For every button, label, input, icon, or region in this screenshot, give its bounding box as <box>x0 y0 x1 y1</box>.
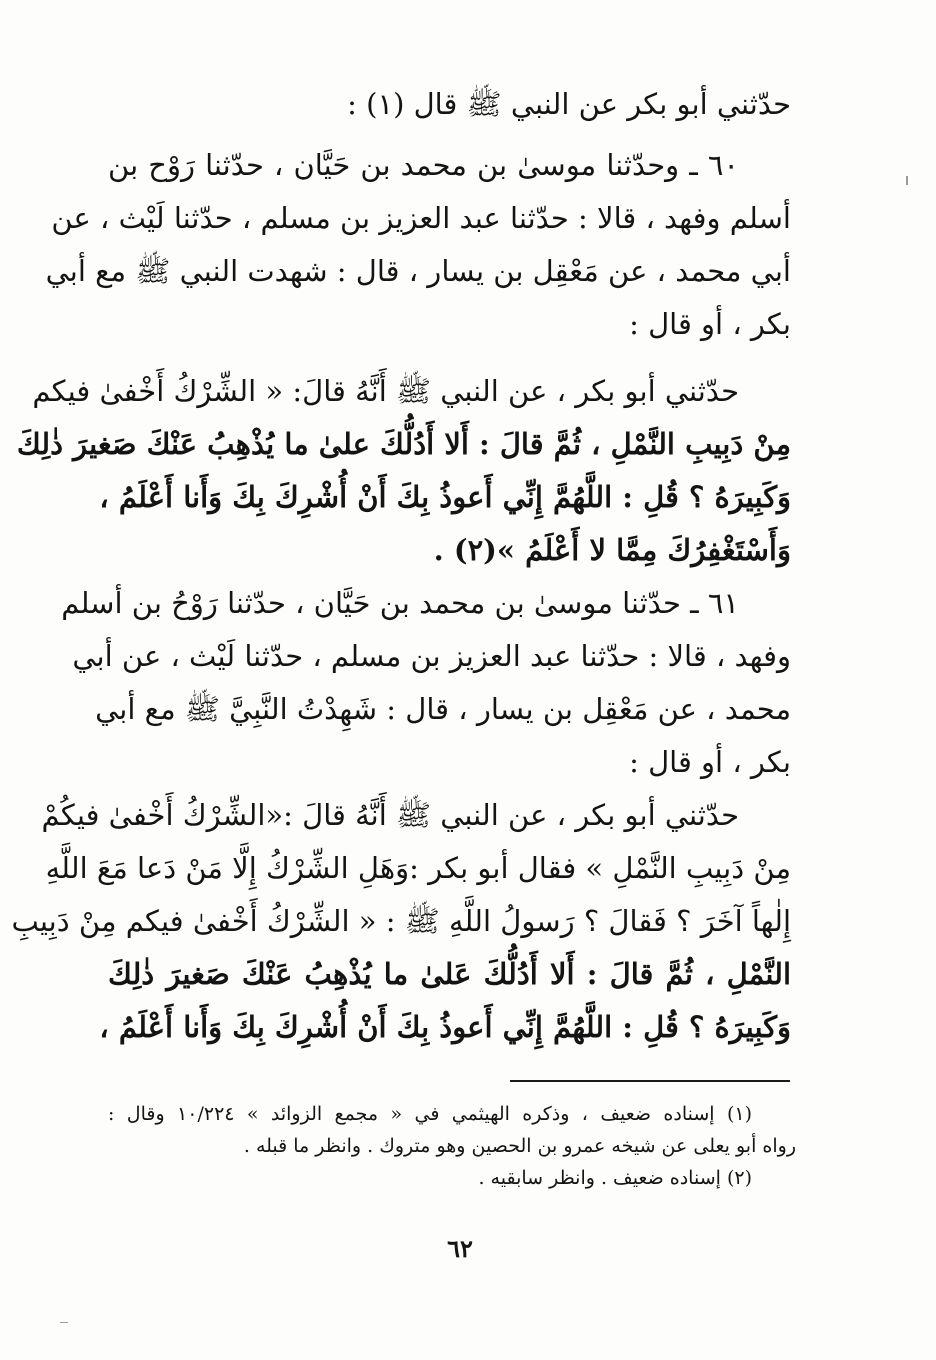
hadith-61-line-1: ٦١ ـ حدّثنا موسىٰ بن محمد بن حَيَّان ، حدّثنا رَوْحُ بن أسلم <box>61 586 739 620</box>
footnote-1-line-1: (١) إسناده ضعيف ، وذكره الهيثمي في « مجمع الزوائد » ١٠/٢٢٤ وقال : <box>108 1103 752 1125</box>
hadith-61-line-3: محمد ، عن مَعْقِل بن يسار ، قال : شَهِدْتُ النَّبِيَّ ﷺ مع أبي <box>95 692 791 726</box>
scan-speck <box>60 1322 68 1323</box>
hadith-61-line-4: بكر ، أو قال : <box>629 745 791 779</box>
footnotes <box>108 1098 796 1194</box>
hadith-60-matn-line-2: مِنْ دَبِيبِ النَّمْلِ ، ثُمَّ قالَ : أَلا أَدُلُّكَ علىٰ ما يُذْهِبُ عَنْكَ صَغيرَ ذٰلِكَ <box>16 427 791 461</box>
footnote-2: (٢) إسناده ضعيف . وانظر سابقيه . <box>478 1167 752 1189</box>
hadith-60-matn-line-3: وَكَبِيرَهُ ؟ قُلِ : اللَّهُمَّ إِنِّي أَعوذُ بِكَ أَنْ أُشْرِكَ بِكَ وَأَنا أَعْلَمُ ، <box>99 480 791 514</box>
page-number: ٦٢ <box>447 1234 473 1263</box>
hadith-60-matn-line-1: حدّثني أبو بكر ، عن النبي ﷺ أَنَّهُ قالَ: « الشِّرْكُ أَخْفىٰ فيكم <box>32 374 739 408</box>
hadith-61-matn-line-1: حدّثني أبو بكر ، عن النبي ﷺ أَنَّهُ قالَ :«الشِّرْكُ أَخْفىٰ فيكُمْ <box>41 798 739 832</box>
hadith-61-matn-line-5: وَكَبِيرَهُ ؟ قُلِ : اللَّهُمَّ إِنِّي أَعوذُ بِكَ أَنْ أُشْرِكَ بِكَ وَأَنا أَعْلَمُ ، <box>99 1010 791 1044</box>
hadith-60-line-1: ٦٠ ـ وحدّثنا موسىٰ بن محمد بن حَيَّان ، حدّثنا رَوْح بن <box>108 148 739 182</box>
hadith-61-matn-line-3: إِلٰهاً آخَرَ ؟ فَقالَ ؟ رَسولُ اللَّهِ ﷺ : « الشِّرْكُ أَخْفىٰ فيكم مِنْ دَبِيبِ <box>11 904 791 938</box>
hadith-61-matn-line-4: النَّمْلِ ، ثُمَّ قالَ : أَلا أَدُلُّكَ عَلىٰ ما يُذْهِبُ عَنْكَ صَغيرَ ذٰلِكَ <box>108 957 791 991</box>
scan-speck <box>906 176 908 185</box>
hadith-60-line-4: بكر ، أو قال : <box>629 307 791 341</box>
main-text <box>11 78 791 1054</box>
hadith-61-line-2: وفهد ، قالا : حدّثنا عبد العزيز بن مسلم ، حدّثنا لَيْث ، عن أبي <box>72 639 791 673</box>
footnote-1-line-2: رواه أبو يعلى عن شيخه عمرو بن الحصين وهو متروك . وانظر ما قبله . <box>243 1135 796 1157</box>
hadith-61-matn-line-2: مِنْ دَبِيبِ النَّمْلِ » فقال أبو بكر :وَهَلِ الشِّرْكُ إِلَّا مَنْ دَعا مَعَ اللَّهِ <box>45 851 791 885</box>
footnote-divider <box>510 1080 790 1082</box>
hadith-60-line-3: أبي محمد ، عن مَعْقِل بن يسار ، قال : شهدت النبي ﷺ مع أبي <box>45 254 791 288</box>
text-line-1: حدّثني أبو بكر عن النبي ﷺ قال (١) : <box>347 87 791 121</box>
hadith-60-line-2: أسلم وفهد ، قالا : حدّثنا عبد العزيز بن مسلم ، حدّثنا لَيْث ، عن <box>51 201 791 235</box>
hadith-60-matn-line-4: وَأَسْتَغْفِرُكَ مِمَّا لا أَعْلَمُ »(٢) . <box>433 533 791 567</box>
